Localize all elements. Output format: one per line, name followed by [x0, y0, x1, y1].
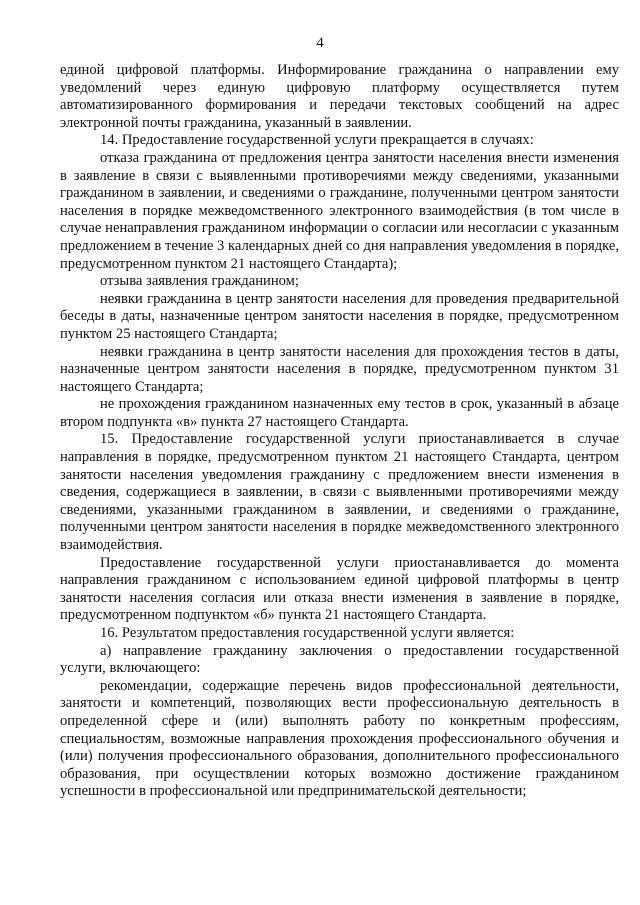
document-body	[60, 62, 619, 801]
paragraph-no-show-interview-case: неявки гражданина в центр занятости населения для проведения предварительной беседы в даты, назначенные центром занятости населения в порядке, предусмотренном пунктом 25 настоящего Стандарта;	[60, 290, 619, 342]
paragraph-subclause-a: а) направление гражданину заключения о предоставлении государственной услуги, включающего:	[60, 642, 619, 677]
paragraph-recommendations: рекомендации, содержащие перечень видов профессиональной деятельности, занятости и компетенций, позволяющих вести профессиональную деятельность в определенной сфере и (или) выполнять работу по конкретным профессиям, специальностям, возможные направления прохождения профессионального обучения и (или) получения профессионального образования, дополнительного профессионального образования, при осуществлении которых возможно достижение гражданином успешности в профессиональной или предпринимательской деятельности;	[60, 677, 619, 800]
paragraph-no-show-tests-case: неявки гражданина в центр занятости населения для прохождения тестов в даты, назначенные центром занятости населения в порядке, предусмотренном пунктом 31 настоящего Стандарта;	[60, 343, 619, 395]
paragraph-tests-not-passed-case: не прохождения гражданином назначенных ему тестов в срок, указанный в абзаце втором подпункта «в» пункта 27 настоящего Стандарта.	[60, 396, 619, 430]
page-number: 4	[316, 35, 324, 51]
paragraph-continuation: единой цифровой платформы. Информирование гражданина о направлении ему уведомлений через единую цифровую платформу осуществляется путем автоматизированного формирования и передачи текстовых сообщений на адрес электронной почты гражданина, указанный в заявлении.	[60, 62, 619, 131]
paragraph-clause-15: 15. Предоставление государственной услуги приостанавливается в случае направления в порядке, предусмотренном пунктом 21 настоящего Стандарта, центром занятости населения уведомления гражданину с предложением внести изменения в сведения, содержащиеся в заявлении, в связи с выявленными противоречиями между сведениями, указанными гражданином в заявлении, и сведениями о гражданине, полученными центром занятости населения в порядке межведомственного электронного взаимодействия.	[60, 431, 619, 554]
paragraph-clause-14: 14. Предоставление государственной услуги прекращается в случаях:	[100, 132, 534, 149]
paragraph-withdrawal-case: отзыва заявления гражданином;	[100, 273, 299, 290]
paragraph-clause-16: 16. Результатом предоставления государственной услуги является:	[100, 625, 515, 641]
paragraph-refusal-case: отказа гражданина от предложения центра занятости населения внести изменения в заявление в связи с выявленными противоречиями между сведениями, указанными гражданином в заявлении, и сведениями о гражданине, полученными центром занятости населения в порядке межведомственного электронного взаимодействия (в том числе в случае ненаправления гражданином информации о согласии или несогласии с указанным предложением в течение 3 календарных дней со дня направления уведомления в порядке, предусмотренном пунктом 21 настоящего Стандарта);	[60, 149, 619, 272]
paragraph-suspension-until: Предоставление государственной услуги приостанавливается до момента направления гражданином с использованием единой цифровой платформы в центр занятости населения согласия или отказа внести изменения в заявление в порядке, предусмотренном подпунктом «б» пункта 21 настоящего Стандарта.	[60, 554, 619, 624]
